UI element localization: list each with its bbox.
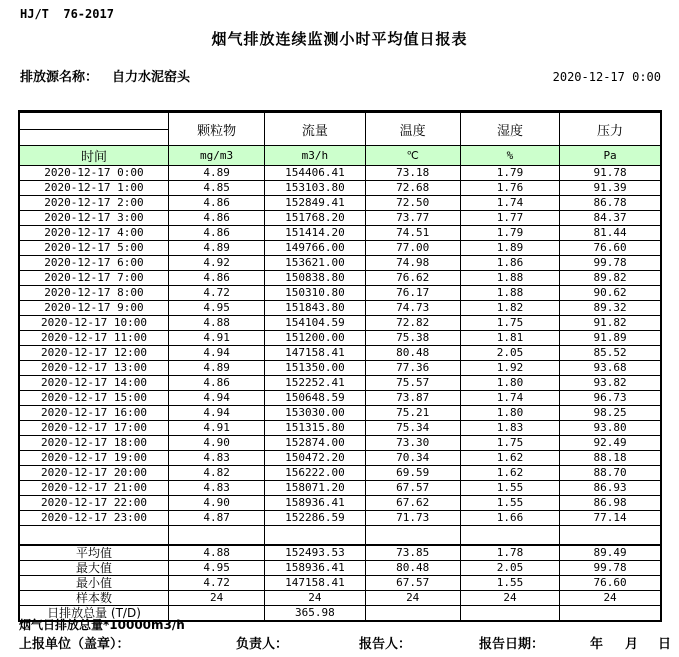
- value-cell: 73.30: [365, 436, 460, 451]
- value-cell: 86.93: [560, 481, 661, 496]
- label-cell: 2020-12-17 21:00: [19, 481, 168, 496]
- source-name-label: 排放源名称：: [20, 70, 99, 85]
- value-cell: 4.90: [168, 496, 264, 511]
- value-cell: 4.86: [168, 271, 264, 286]
- value-cell: 153103.80: [265, 181, 365, 196]
- value-cell: 89.32: [560, 301, 661, 316]
- label-cell: 最小值: [19, 576, 168, 591]
- label-cell: 日排放总量 (T/D): [19, 606, 168, 622]
- column-header-pressure: 压力: [560, 112, 661, 146]
- source-name-value: 自力水泥窑头: [112, 70, 191, 85]
- summary-row: [19, 591, 661, 606]
- value-cell: 1.75: [460, 436, 559, 451]
- spacer-row: [19, 526, 661, 546]
- value-cell: 99.78: [560, 561, 661, 576]
- value-cell: 80.48: [365, 561, 460, 576]
- value-cell: 75.38: [365, 331, 460, 346]
- manager-label: 负责人：: [236, 637, 289, 652]
- value-cell: 86.78: [560, 196, 661, 211]
- hourly-data-row: [19, 211, 661, 226]
- value-cell: 77.36: [365, 361, 460, 376]
- total-emission-note: 烟气日排放总量*10000m3/h: [19, 618, 185, 632]
- value-cell: 91.82: [560, 316, 661, 331]
- value-cell: 158071.20: [265, 481, 365, 496]
- monitoring-data-table: [18, 110, 662, 622]
- column-header-pm: 颗粒物: [168, 112, 264, 146]
- value-cell: 154406.41: [265, 166, 365, 181]
- hourly-data-row: [19, 421, 661, 436]
- value-cell: 72.82: [365, 316, 460, 331]
- unit-temperature: ℃: [365, 146, 460, 166]
- value-cell: 91.78: [560, 166, 661, 181]
- value-cell: 24: [460, 591, 559, 606]
- value-cell: 96.73: [560, 391, 661, 406]
- value-cell: 1.82: [460, 301, 559, 316]
- column-header-flow: 流量: [265, 112, 365, 146]
- hourly-data-row: [19, 511, 661, 526]
- value-cell: 4.91: [168, 421, 264, 436]
- value-cell: 4.94: [168, 346, 264, 361]
- value-cell: 154104.59: [265, 316, 365, 331]
- hourly-data-row: [19, 481, 661, 496]
- hourly-data-row: [19, 181, 661, 196]
- value-cell: 1.92: [460, 361, 559, 376]
- value-cell: 90.62: [560, 286, 661, 301]
- value-cell: 1.74: [460, 391, 559, 406]
- hourly-data-row: [19, 466, 661, 481]
- value-cell: 4.85: [168, 181, 264, 196]
- value-cell: 151200.00: [265, 331, 365, 346]
- value-cell: 77.00: [365, 241, 460, 256]
- value-cell: 1.83: [460, 421, 559, 436]
- value-cell: 88.18: [560, 451, 661, 466]
- standard-code: HJ/T 76-2017: [20, 7, 114, 21]
- label-cell: 2020-12-17 17:00: [19, 421, 168, 436]
- label-cell: 2020-12-17 10:00: [19, 316, 168, 331]
- hourly-data-row: [19, 226, 661, 241]
- value-cell: 4.86: [168, 376, 264, 391]
- value-cell: 156222.00: [265, 466, 365, 481]
- value-cell: 2.05: [460, 561, 559, 576]
- value-cell: 1.74: [460, 196, 559, 211]
- value-cell: 1.78: [460, 545, 559, 561]
- value-cell: 81.44: [560, 226, 661, 241]
- label-cell: 2020-12-17 11:00: [19, 331, 168, 346]
- value-cell: 75.34: [365, 421, 460, 436]
- unit-pm: mg/m3: [168, 146, 264, 166]
- value-cell: 4.94: [168, 406, 264, 421]
- value-cell: 69.59: [365, 466, 460, 481]
- year-label: 年: [590, 637, 604, 652]
- label-cell: 2020-12-17 9:00: [19, 301, 168, 316]
- summary-row: [19, 576, 661, 591]
- hourly-data-row: [19, 166, 661, 181]
- label-cell: 2020-12-17 4:00: [19, 226, 168, 241]
- report-date-label: 报告日期：: [479, 637, 545, 652]
- value-cell: 73.87: [365, 391, 460, 406]
- value-cell: 4.72: [168, 576, 264, 591]
- value-cell: 1.81: [460, 331, 559, 346]
- label-cell: [19, 526, 168, 546]
- value-cell: 76.60: [560, 241, 661, 256]
- label-cell: 2020-12-17 7:00: [19, 271, 168, 286]
- value-cell: 76.62: [365, 271, 460, 286]
- value-cell: 151315.80: [265, 421, 365, 436]
- hourly-data-row: [19, 391, 661, 406]
- hourly-data-row: [19, 286, 661, 301]
- value-cell: 1.55: [460, 576, 559, 591]
- unit-header-row: [19, 146, 661, 166]
- hourly-data-row: [19, 451, 661, 466]
- value-cell: 158936.41: [265, 496, 365, 511]
- value-cell: 151414.20: [265, 226, 365, 241]
- label-cell: 2020-12-17 6:00: [19, 256, 168, 271]
- value-cell: 75.57: [365, 376, 460, 391]
- label-cell: 2020-12-17 5:00: [19, 241, 168, 256]
- label-cell: 2020-12-17 12:00: [19, 346, 168, 361]
- label-cell: 2020-12-17 8:00: [19, 286, 168, 301]
- value-cell: 99.78: [560, 256, 661, 271]
- hourly-data-row: [19, 436, 661, 451]
- label-cell: 2020-12-17 14:00: [19, 376, 168, 391]
- label-cell: 2020-12-17 2:00: [19, 196, 168, 211]
- value-cell: 147158.41: [265, 576, 365, 591]
- value-cell: 74.51: [365, 226, 460, 241]
- value-cell: 73.77: [365, 211, 460, 226]
- value-cell: 74.98: [365, 256, 460, 271]
- unit-pressure: Pa: [560, 146, 661, 166]
- value-cell: 4.86: [168, 211, 264, 226]
- hourly-data-row: [19, 301, 661, 316]
- value-cell: [460, 606, 559, 622]
- value-cell: 152286.59: [265, 511, 365, 526]
- value-cell: 153621.00: [265, 256, 365, 271]
- value-cell: [560, 526, 661, 546]
- value-cell: 151768.20: [265, 211, 365, 226]
- hourly-data-row: [19, 271, 661, 286]
- value-cell: 4.86: [168, 196, 264, 211]
- value-cell: 4.82: [168, 466, 264, 481]
- label-cell: 2020-12-17 19:00: [19, 451, 168, 466]
- value-cell: 76.17: [365, 286, 460, 301]
- label-cell: 2020-12-17 23:00: [19, 511, 168, 526]
- value-cell: 4.88: [168, 545, 264, 561]
- value-cell: 149766.00: [265, 241, 365, 256]
- value-cell: 365.98: [265, 606, 365, 622]
- hourly-data-row: [19, 361, 661, 376]
- value-cell: 150472.20: [265, 451, 365, 466]
- value-cell: 1.89: [460, 241, 559, 256]
- value-cell: 4.89: [168, 241, 264, 256]
- value-cell: 4.87: [168, 511, 264, 526]
- value-cell: 150648.59: [265, 391, 365, 406]
- value-cell: 98.25: [560, 406, 661, 421]
- value-cell: 1.88: [460, 271, 559, 286]
- value-cell: 4.92: [168, 256, 264, 271]
- signature-row: [19, 633, 679, 651]
- label-cell: 平均值: [19, 545, 168, 561]
- value-cell: 1.88: [460, 286, 559, 301]
- value-cell: 4.72: [168, 286, 264, 301]
- value-cell: 1.86: [460, 256, 559, 271]
- label-cell: 2020-12-17 0:00: [19, 166, 168, 181]
- label-cell: 2020-12-17 13:00: [19, 361, 168, 376]
- value-cell: [560, 606, 661, 622]
- value-cell: 93.82: [560, 376, 661, 391]
- value-cell: 73.18: [365, 166, 460, 181]
- value-cell: 67.57: [365, 481, 460, 496]
- value-cell: 1.55: [460, 481, 559, 496]
- hourly-data-row: [19, 376, 661, 391]
- hourly-data-row: [19, 196, 661, 211]
- value-cell: 85.52: [560, 346, 661, 361]
- source-name-group: [20, 66, 190, 85]
- value-cell: 151843.80: [265, 301, 365, 316]
- column-header-temperature: 温度: [365, 112, 460, 146]
- month-label: 月: [625, 637, 639, 652]
- hourly-data-row: [19, 406, 661, 421]
- label-cell: 样本数: [19, 591, 168, 606]
- value-cell: 4.83: [168, 451, 264, 466]
- value-cell: 151350.00: [265, 361, 365, 376]
- value-cell: 152493.53: [265, 545, 365, 561]
- value-cell: 93.68: [560, 361, 661, 376]
- value-cell: 74.73: [365, 301, 460, 316]
- value-cell: 70.34: [365, 451, 460, 466]
- value-cell: 1.75: [460, 316, 559, 331]
- value-cell: 158936.41: [265, 561, 365, 576]
- column-header-humidity: 湿度: [460, 112, 559, 146]
- value-cell: 24: [560, 591, 661, 606]
- time-header-spacer: [19, 112, 168, 130]
- label-cell: 2020-12-17 3:00: [19, 211, 168, 226]
- meta-row: [20, 66, 661, 85]
- unit-humidity: %: [460, 146, 559, 166]
- value-cell: 84.37: [560, 211, 661, 226]
- value-cell: 76.60: [560, 576, 661, 591]
- label-cell: 2020-12-17 15:00: [19, 391, 168, 406]
- value-cell: 1.80: [460, 406, 559, 421]
- value-cell: 1.62: [460, 451, 559, 466]
- value-cell: 152252.41: [265, 376, 365, 391]
- value-cell: 92.49: [560, 436, 661, 451]
- summary-row: [19, 545, 661, 561]
- value-cell: 71.73: [365, 511, 460, 526]
- value-cell: 89.82: [560, 271, 661, 286]
- value-cell: [365, 526, 460, 546]
- value-cell: 147158.41: [265, 346, 365, 361]
- value-cell: 89.49: [560, 545, 661, 561]
- report-unit-label: 上报单位（盖章）：: [19, 637, 130, 652]
- value-cell: 4.89: [168, 361, 264, 376]
- value-cell: 4.95: [168, 301, 264, 316]
- value-cell: 152849.41: [265, 196, 365, 211]
- label-cell: 2020-12-17 20:00: [19, 466, 168, 481]
- value-cell: 24: [168, 591, 264, 606]
- value-cell: 91.39: [560, 181, 661, 196]
- unit-flow: m3/h: [265, 146, 365, 166]
- value-cell: 88.70: [560, 466, 661, 481]
- value-cell: 67.62: [365, 496, 460, 511]
- hourly-data-row: [19, 346, 661, 361]
- value-cell: 1.79: [460, 226, 559, 241]
- value-cell: 1.55: [460, 496, 559, 511]
- value-cell: 4.89: [168, 166, 264, 181]
- report-title: 烟气排放连续监测小时平均值日报表: [211, 30, 468, 48]
- label-cell: 2020-12-17 16:00: [19, 406, 168, 421]
- value-cell: 91.89: [560, 331, 661, 346]
- time-column-header: 时间: [19, 146, 168, 166]
- value-cell: 150310.80: [265, 286, 365, 301]
- hourly-data-row: [19, 331, 661, 346]
- value-cell: 72.68: [365, 181, 460, 196]
- value-cell: 77.14: [560, 511, 661, 526]
- reporter-label: 报告人：: [359, 637, 412, 652]
- hourly-data-row: [19, 241, 661, 256]
- value-cell: 4.91: [168, 331, 264, 346]
- value-cell: [168, 526, 264, 546]
- value-cell: 152874.00: [265, 436, 365, 451]
- value-cell: 4.86: [168, 226, 264, 241]
- value-cell: 1.62: [460, 466, 559, 481]
- label-cell: 2020-12-17 1:00: [19, 181, 168, 196]
- value-cell: 1.66: [460, 511, 559, 526]
- value-cell: 67.57: [365, 576, 460, 591]
- value-cell: [365, 606, 460, 622]
- value-cell: 24: [365, 591, 460, 606]
- value-cell: 72.50: [365, 196, 460, 211]
- value-cell: 1.76: [460, 181, 559, 196]
- value-cell: 2.05: [460, 346, 559, 361]
- label-cell: 2020-12-17 22:00: [19, 496, 168, 511]
- value-cell: 153030.00: [265, 406, 365, 421]
- value-cell: 4.83: [168, 481, 264, 496]
- value-cell: 80.48: [365, 346, 460, 361]
- hourly-data-row: [19, 496, 661, 511]
- hourly-data-row: [19, 316, 661, 331]
- time-header-spacer: [19, 129, 168, 146]
- value-cell: [460, 526, 559, 546]
- value-cell: 150838.80: [265, 271, 365, 286]
- header-row-top: [19, 112, 661, 130]
- value-cell: 73.85: [365, 545, 460, 561]
- summary-row: [19, 561, 661, 576]
- value-cell: 75.21: [365, 406, 460, 421]
- value-cell: 4.94: [168, 391, 264, 406]
- day-label: 日: [658, 637, 672, 652]
- label-cell: 2020-12-17 18:00: [19, 436, 168, 451]
- value-cell: 4.90: [168, 436, 264, 451]
- label-cell: 最大值: [19, 561, 168, 576]
- value-cell: 93.80: [560, 421, 661, 436]
- value-cell: 86.98: [560, 496, 661, 511]
- value-cell: 1.79: [460, 166, 559, 181]
- value-cell: 1.80: [460, 376, 559, 391]
- report-datetime: 2020-12-17 0:00: [552, 70, 661, 84]
- value-cell: 4.95: [168, 561, 264, 576]
- hourly-data-row: [19, 256, 661, 271]
- value-cell: 24: [265, 591, 365, 606]
- value-cell: 1.77: [460, 211, 559, 226]
- value-cell: 4.88: [168, 316, 264, 331]
- value-cell: [265, 526, 365, 546]
